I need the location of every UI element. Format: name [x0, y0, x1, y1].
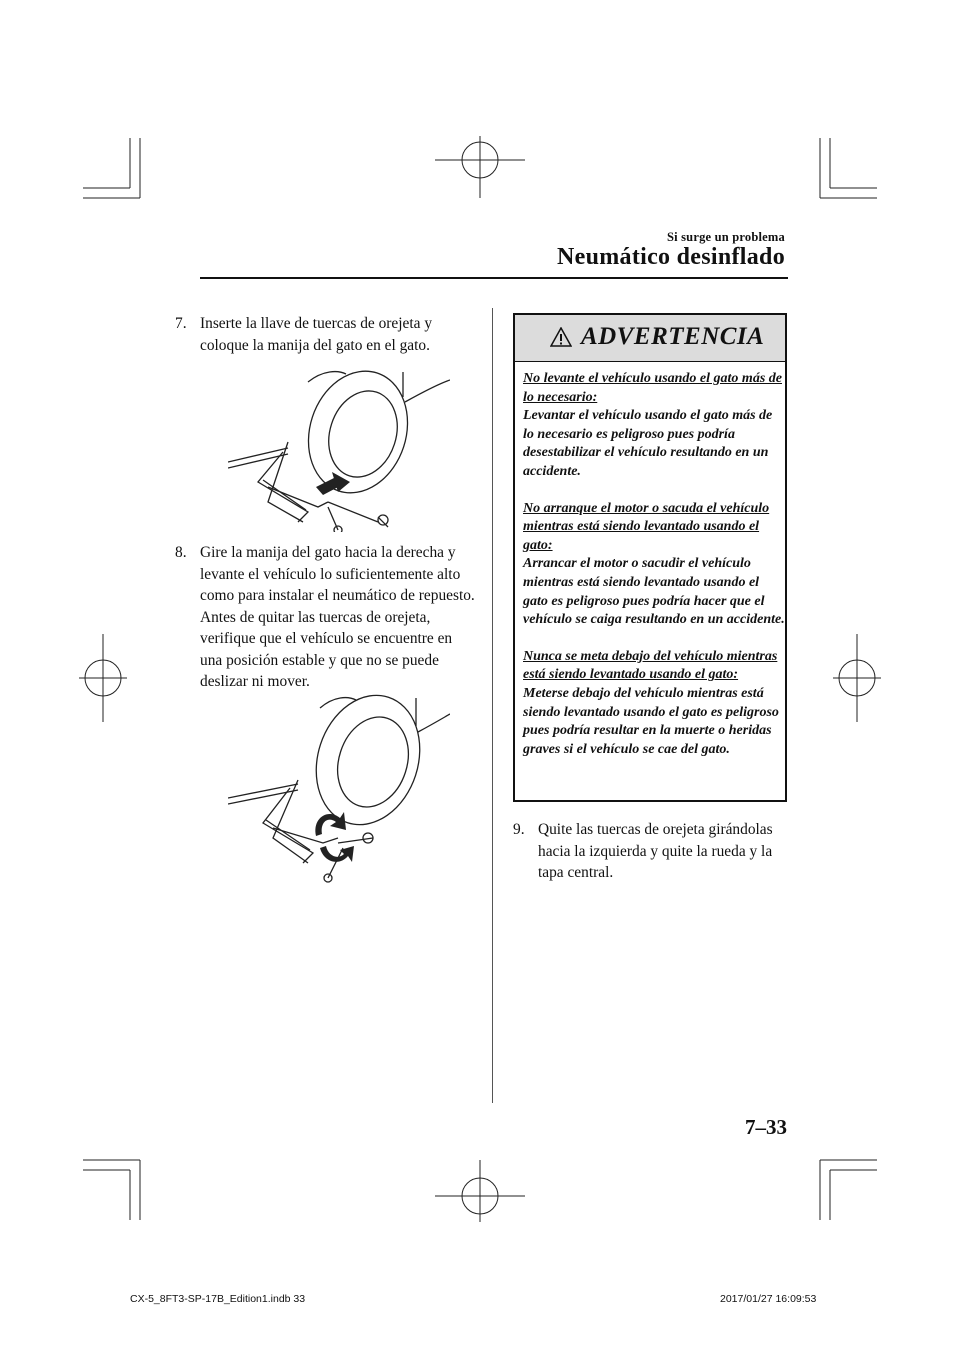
- step-number: 7.: [175, 315, 187, 332]
- warning-header: [515, 315, 785, 362]
- column-divider: [492, 308, 493, 1103]
- step-text: Quite las tuercas de orejeta girándolas hacia la izquierda y quite la rueda y la tapa central.: [538, 821, 773, 881]
- step-8: [175, 542, 475, 693]
- step-number: 9.: [513, 821, 525, 838]
- warning-item-text: Arrancar el motor o sacudir el vehículo mientras está siendo levantado usando el gato es peligroso pues podría hacer que el vehículo se caiga resultando en un accidente.: [523, 556, 785, 628]
- warning-box: [513, 313, 787, 802]
- step-9: [513, 819, 788, 884]
- warning-item-text: Levantar el vehículo usando el gato más de lo necesario es peligroso pues podría desestabilizar el vehículo resultando en un accidente.: [523, 408, 773, 479]
- warning-body: [523, 370, 785, 759]
- warning-item-heading: No levante el vehículo usando el gato más de lo necesario:: [523, 371, 782, 405]
- section-title: Neumático desinflado: [557, 244, 785, 270]
- step-text: Inserte la llave de tuercas de orejeta y coloque la manija del gato en el gato.: [200, 315, 433, 354]
- page-number: 7–33: [745, 1115, 787, 1139]
- warning-item-heading: No arranque el motor o sacuda el vehículo mientras está siendo levantado usando el gato:: [523, 500, 770, 553]
- header-rule: [200, 277, 788, 279]
- warning-title: ADVERTENCIA: [581, 323, 765, 350]
- warning-item-heading: Nunca se meta debajo del vehículo mientras está siendo levantado usando el gato:: [523, 648, 778, 683]
- footer-timestamp: 2017/01/27 16:09:53: [720, 1293, 817, 1305]
- jack-handle-insert-illustration: [228, 362, 450, 532]
- step-7: [175, 313, 475, 356]
- chapter-title: Si surge un problema: [666, 230, 785, 244]
- step-number: 8.: [175, 544, 187, 561]
- warning-triangle-icon: [550, 327, 572, 347]
- step-text: Gire la manija del gato hacia la derecha y levante el vehículo lo suficientemente alto como para instalar el neumático de repuesto. Antes de quitar las tuercas de orejeta, verifique que el vehículo se encuentre en una posición estable y que no se puede deslizar ni mover.: [200, 544, 475, 690]
- footer-file: CX-5_8FT3-SP-17B_Edition1.indb 33: [130, 1293, 306, 1305]
- warning-item-text: Meterse debajo del vehículo mientras está siendo levantado usando el gato es peligroso pues podría resultar en la muerte o heridas graves si el vehículo se cae del gato.: [523, 685, 779, 757]
- jack-raise-illustration: [228, 688, 450, 888]
